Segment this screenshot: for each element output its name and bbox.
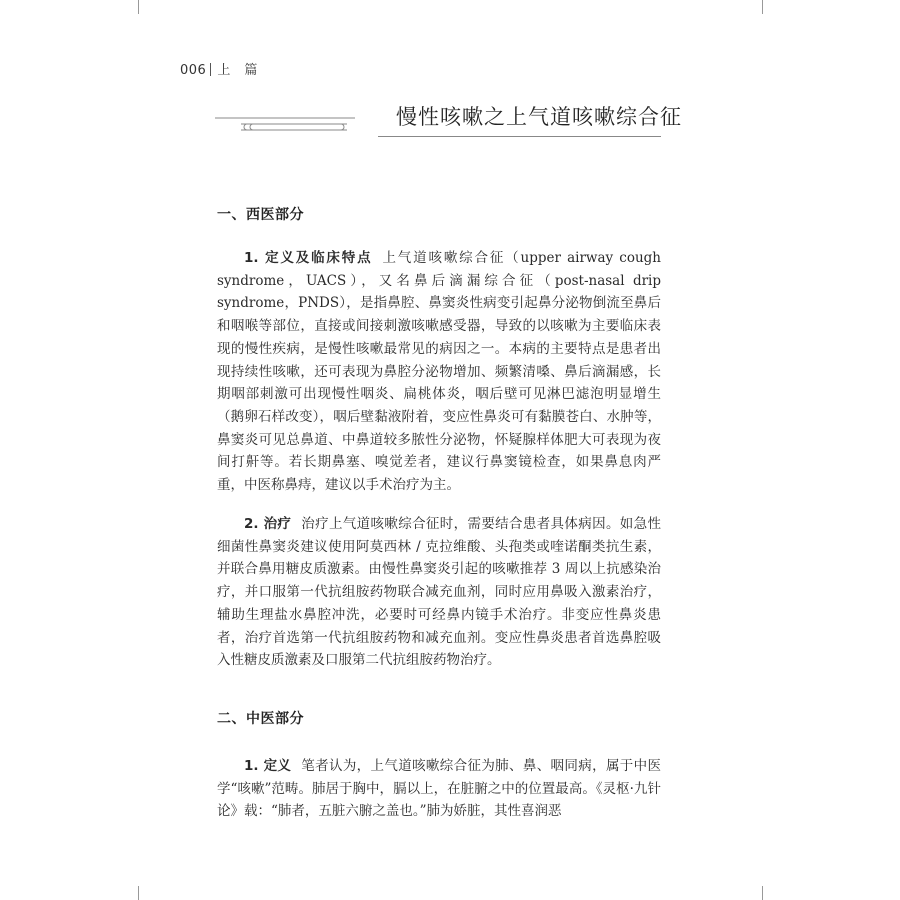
- header-section: 上 篇: [217, 63, 258, 78]
- paragraph-lead: 1. 定义: [244, 758, 292, 774]
- crop-mark-bottom-left: [138, 886, 139, 900]
- crop-mark-top-right: [762, 0, 763, 14]
- page-number: 006: [180, 63, 207, 78]
- header-separator: [210, 63, 211, 76]
- running-header: [180, 59, 258, 78]
- crop-mark-bottom-right: [762, 886, 763, 900]
- crop-mark-top-left: [138, 0, 139, 14]
- paragraph-lead: 1. 定义及临床特点: [244, 250, 373, 266]
- section-heading-tcm: 二、中医部分: [217, 711, 304, 727]
- paragraph-text: 笔者认为，上气道咳嗽综合征为肺、鼻、咽同病，属于中医学“咳嗽”范畴。肺居于胸中，膈以上，在脏腑之中的位置最高。《灵枢·九针论》载：“肺者，五脏六腑之盖也。”肺为娇脏，其性喜润恶: [217, 758, 661, 820]
- paragraph-text: 上气道咳嗽综合征（upper airway cough syndrome，UACS），又名鼻后滴漏综合征（post-nasal drip syndrome，PNDS），是指鼻腔、鼻窦炎性病变引起鼻分泌物倒流至鼻后和咽喉等部位，直接或间接刺激咳嗽感受器，导致的以咳嗽为主要临床表现的慢性疾病，是慢性咳嗽最常见的病因之一。本病的主要特点是患者出现持续性咳嗽，还可表现为鼻腔分泌物增加、频繁清嗓、鼻后滴漏感，长期咽部刺激可出现慢性咽炎、扁桃体炎，咽后壁可见淋巴滤泡明显增生（鹅卵石样改变），咽后壁黏液附着，变应性鼻炎可有黏膜苍白、水肿等，鼻窦炎可见总鼻道、中鼻道较多脓性分泌物，怀疑腺样体肥大可表现为夜间打鼾等。若长期鼻塞、嗅觉差者，建议行鼻窦镜检查，如果鼻息肉严重，中医称鼻痔，建议以手术治疗为主。: [217, 250, 661, 494]
- paragraph-definition-clinical: [217, 247, 661, 497]
- paragraph-lead: 2. 治疗: [244, 516, 292, 532]
- paragraph-treatment: [217, 513, 661, 672]
- chapter-title: 慢性咳嗽之上气道咳嗽综合征: [396, 105, 682, 129]
- paragraph-text: 治疗上气道咳嗽综合征时，需要结合患者具体病因。如急性细菌性鼻窦炎建议使用阿莫西林 / 克拉维酸、头孢类或喹诺酮类抗生素，并联合鼻用糖皮质激素。由慢性鼻窦炎引起的咳嗽推荐 3 周以上抗感染治疗，并口服第一代抗组胺药物联合减充血剂，同时应用鼻吸入激素治疗，辅助生理盐水鼻腔冲洗，必要时可经鼻内镜手术治疗。非变应性鼻炎患者，治疗首选第一代抗组胺药物和减充血剂。变应性鼻炎患者首选鼻腔吸入性糖皮质激素及口服第二代抗组胺药物治疗。: [217, 516, 661, 669]
- section-heading-western: 一、西医部分: [217, 207, 304, 223]
- paragraph-tcm-definition: [217, 755, 661, 823]
- chapter-ornament-icon: [215, 106, 355, 138]
- chapter-title-rule: [378, 136, 661, 137]
